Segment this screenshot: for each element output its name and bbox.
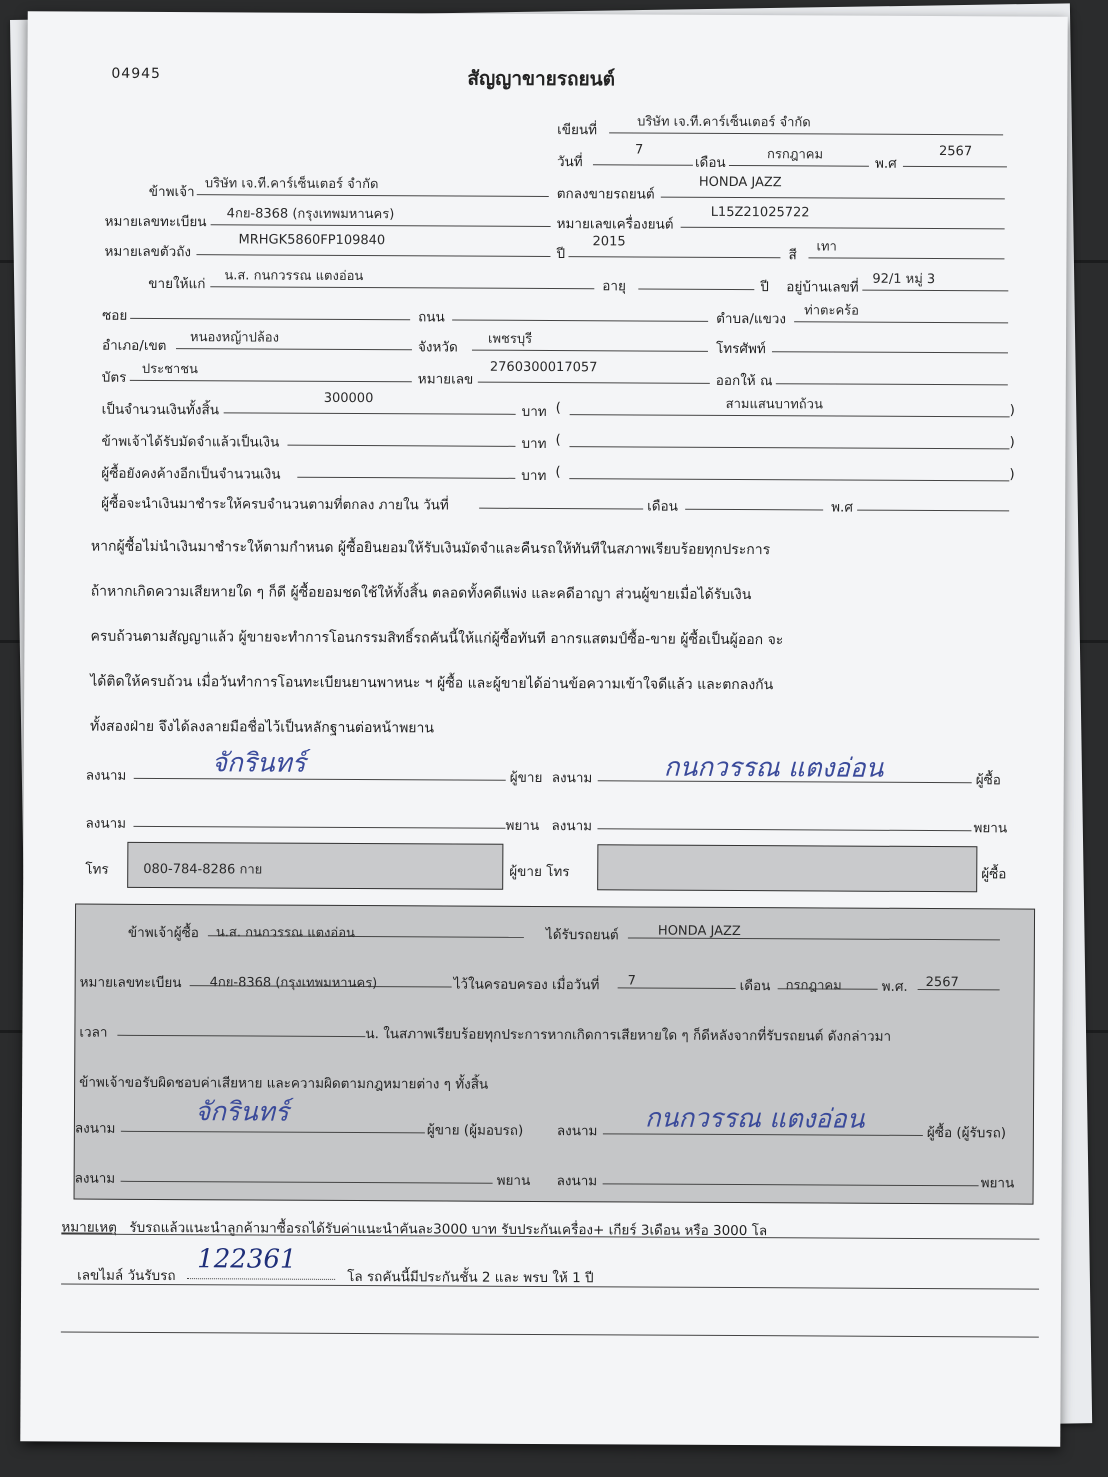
card-label: บัตร	[101, 369, 127, 386]
deposit-baht-label: บาท	[521, 435, 547, 453]
receipt-witness1-sign-line	[121, 1181, 493, 1184]
pay-month-line	[685, 509, 823, 511]
receipt-buyer-sign-label: ลงนาม	[556, 1123, 598, 1140]
receipt-year-label: พ.ศ.	[881, 978, 908, 995]
age-unit-label: ปี	[760, 279, 769, 296]
receipt-received-label: ได้รับรถยนต์	[545, 927, 619, 944]
pay-by-label: ผู้ซื้อจะนำเงินมาชำระให้ครบจำนวนตามที่ตกลง ภายใน วันที่	[101, 495, 449, 514]
plate-label: หมายเลขทะเบียน	[104, 213, 207, 231]
district-line	[176, 348, 412, 350]
chassis-line	[196, 254, 550, 257]
total-line	[224, 412, 516, 415]
terms-line: ทั้งสองฝ่าย จึงได้ลงลายมือชื่อไว้เป็นหลักฐานต่อหน้าพยาน	[89, 718, 435, 737]
buyer-phone-box	[597, 844, 977, 892]
witness2-sign-label: ลงนาม	[551, 818, 593, 835]
buyer-phone-role-label: ผู้ซื้อ	[981, 866, 1007, 883]
receipt-section	[74, 904, 1036, 1205]
id-number-value[interactable]: 2760300017057	[489, 359, 598, 376]
road-label: ถนน	[418, 309, 445, 326]
remaining-line	[297, 477, 515, 479]
soi-label: ซอย	[102, 307, 128, 324]
address-value[interactable]: 92/1 หมู่ 3	[872, 271, 936, 288]
receipt-day-value[interactable]: 7	[627, 973, 637, 989]
written-at-label: เขียนที่	[557, 122, 598, 139]
deposit-label: ข้าพเจ้าได้รับมัดจำแล้วเป็นเงิน	[101, 433, 280, 451]
buyer-role-label: ผู้ซื้อ	[975, 772, 1001, 789]
paren-open: (	[555, 464, 561, 481]
day-value[interactable]: 7	[634, 142, 644, 158]
color-label: สี	[788, 247, 797, 264]
color-value[interactable]: เทา	[816, 239, 837, 255]
seller-sign-label: ลงนาม	[85, 767, 127, 784]
paren-close: )	[1009, 402, 1015, 419]
seller-sign-line	[134, 778, 506, 781]
contract-sheet	[20, 11, 1067, 1446]
subdistrict-value[interactable]: ท่าตะคร้อ	[804, 303, 860, 319]
blank-note-line	[61, 1331, 1039, 1337]
mileage-line	[187, 1278, 335, 1280]
receipt-seller-signature: จักรินทร์	[194, 1097, 289, 1128]
model-year-line	[568, 256, 780, 258]
seller-phone-role-label: ผู้ขาย โทร	[509, 863, 570, 881]
month-label: เดือน	[694, 154, 726, 171]
remark-label: หมายเหตุ	[61, 1219, 118, 1236]
seller-line	[197, 194, 549, 197]
paren-open: (	[555, 432, 561, 449]
receipt-liability-text: ข้าพเจ้าขอรับผิดชอบค่าเสียหาย และความผิดตามกฎหมายต่าง ๆ ทั้งสิ้น	[79, 1074, 489, 1093]
receipt-seller-role-label: ผู้ขาย (ผู้มอบรถ)	[426, 1122, 524, 1139]
district-label: อำเภอ/เขต	[101, 337, 167, 355]
remaining-label: ผู้ซื้อยังคงค้างอีกเป็นจำนวนเงิน	[101, 465, 281, 483]
terms-line: ครบถ้วนตามสัญญาแล้ว ผู้ขายจะทำการโอนกรรมสิทธิ์รถคันนี้ให้แก่ผู้ซื้อทันที อากรแสตมป์ซื้อ-ขาย ผู้ซื้อเป็นผู้ออก จะ	[90, 628, 784, 649]
receipt-witness2-sign-line	[603, 1183, 979, 1186]
age-label: อายุ	[602, 278, 626, 295]
issued-line	[776, 383, 1008, 385]
paren-close: )	[1009, 466, 1015, 483]
card-type-value[interactable]: ประชาชน	[141, 361, 198, 378]
buyer-value[interactable]: น.ส. กนกวรรณ แตงอ่อน	[224, 268, 364, 285]
paren-close: )	[1009, 434, 1015, 451]
written-at-value[interactable]: บริษัท เจ.ที.คาร์เซ็นเตอร์ จำกัด	[637, 114, 811, 131]
engine-label: หมายเลขเครื่องยนต์	[556, 216, 674, 233]
card-line	[130, 380, 412, 382]
model-year-value[interactable]: 2015	[592, 234, 626, 250]
buyer-label: ขายให้แก่	[148, 275, 206, 293]
province-label: จังหวัด	[417, 339, 458, 356]
date-label: วันที่	[556, 154, 583, 171]
address-line	[862, 290, 1008, 292]
plate-line	[211, 224, 551, 227]
pay-year-line	[857, 510, 1009, 512]
receipt-witness1-role-label: พยาน	[496, 1172, 531, 1189]
receipt-car-value[interactable]: HONDA JAZZ	[657, 923, 741, 940]
witness2-role-label: พยาน	[973, 820, 1008, 837]
pay-day-line	[479, 508, 643, 510]
subdistrict-label: ตำบล/แขวง	[716, 310, 787, 328]
id-line	[478, 382, 710, 384]
receipt-witness2-sign-label: ลงนาม	[556, 1173, 598, 1190]
road-line	[452, 320, 708, 322]
deposit-words-line	[569, 446, 1009, 449]
year-label: พ.ศ	[874, 155, 897, 172]
receipt-time-label: เวลา	[79, 1024, 108, 1041]
receipt-condition-text: น. ในสภาพเรียบร้อยทุกประการหากเกิดการเสียหายใด ๆ ก็ดีหลังจากที่รับรถยนต์ ดังกล่าวมา	[365, 1026, 892, 1045]
receipt-buyer-role-label: ผู้ซื้อ (ผู้รับรถ)	[926, 1125, 1007, 1142]
witness1-sign-line	[133, 826, 505, 829]
car-line	[661, 197, 1005, 200]
seller-label: ข้าพเจ้า	[148, 183, 195, 201]
buyer-sign-label: ลงนาม	[551, 770, 593, 787]
document-number: 04945	[111, 65, 162, 82]
receipt-time-line	[117, 1035, 365, 1037]
mileage-label: เลขไมล์ วันรับรถ	[77, 1267, 176, 1285]
province-value[interactable]: เพชรบุรี	[488, 331, 533, 347]
year-value[interactable]: 2567	[938, 144, 973, 160]
soi-line	[130, 318, 410, 320]
total-label: เป็นจำนวนเงินทั้งสิ้น	[101, 401, 220, 419]
receipt-buyer-label: ข้าพเจ้าผู้ซื้อ	[127, 924, 199, 942]
chassis-value[interactable]: MRHGK5860FP109840	[238, 232, 386, 249]
day-line	[593, 164, 693, 166]
receipt-buyer-value[interactable]: น.ส. กนกวรรณ แตงอ่อน	[215, 925, 355, 942]
province-line	[472, 350, 708, 352]
witness1-role-label: พยาน	[505, 817, 540, 834]
seller-phone-value[interactable]: 080-784-8286 กาย	[143, 861, 263, 878]
receipt-month-label: เดือน	[739, 978, 771, 995]
terms-line: หากผู้ซื้อไม่นำเงินมาชำระให้ตามกำหนด ผู้ซื้อยินยอมให้รับเงินมัดจำและคืนรถให้ทันทีในสภาพเรียบร้อยทุกประการ	[90, 538, 771, 559]
receipt-seller-sign-label: ลงนาม	[74, 1120, 116, 1137]
total-words-line	[570, 414, 1010, 417]
deposit-line	[287, 445, 515, 447]
phone-line	[772, 351, 1008, 353]
remark-text: รับรถแล้วแนะนำลูกค้ามาซื้อรถได้รับค่าแนะนำคันละ3000 บาท รับประกันเครื่อง+ เกียร์ 3เดือน หรือ 3000 โล	[129, 1219, 768, 1240]
agree-label: ตกลงขายรถยนต์	[556, 186, 655, 203]
receipt-plate-value[interactable]: 4กย-8368 (กรุงเทพมหานคร)	[209, 975, 378, 992]
terms-line: ได้ติดให้ครบถ้วน เมื่อวันทำการโอนทะเบียนยานพาหนะ ฯ ผู้ซื้อ และผู้ขายได้อ่านข้อความเข้าใจดีแล้ว และตกลงกัน	[90, 673, 774, 694]
seller-value[interactable]: บริษัท เจ.ที.คาร์เซ็นเตอร์ จำกัด	[204, 176, 379, 193]
total-words-value[interactable]: สามแสนบาทถ้วน	[725, 396, 823, 413]
buyer-line	[210, 286, 594, 289]
engine-line	[681, 227, 1005, 230]
terms-line: ถ้าหากเกิดความเสียหายใด ๆ ก็ดี ผู้ซื้อยอมชดใช้ให้ทั้งสิ้น ตลอดทั้งคดีแพ่ง และคดีอาญา ส่วนผู้ขายเมื่อได้รับเงิน	[90, 583, 752, 604]
receipt-month-value[interactable]: กรกฎาคม	[785, 978, 842, 994]
receipt-year-value[interactable]: 2567	[925, 975, 959, 991]
witness2-sign-line	[597, 828, 971, 831]
total-value[interactable]: 300000	[323, 390, 374, 407]
age-line	[638, 288, 754, 290]
plate-value[interactable]: 4กย-8368 (กรุงเทพมหานคร)	[226, 206, 395, 223]
receipt-plate-label: หมายเลขทะเบียน	[79, 974, 182, 992]
remaining-baht-label: บาท	[521, 467, 547, 485]
subdistrict-line	[794, 321, 1008, 323]
id-label: หมายเลข	[417, 371, 474, 388]
model-year-label: ปี	[556, 246, 566, 263]
witness1-sign-label: ลงนาม	[85, 815, 127, 832]
document-title: สัญญาขายรถยนต์	[467, 67, 616, 91]
seller-signature: จักรินทร์	[211, 748, 306, 779]
color-line	[808, 257, 1004, 259]
pay-month-label: เดือน	[647, 498, 678, 515]
receipt-witness1-sign-label: ลงนาม	[74, 1170, 116, 1187]
seller-phone-label: โทร	[85, 861, 109, 878]
mileage-value[interactable]: 122361	[197, 1244, 297, 1275]
issued-label: ออกให้ ณ	[715, 372, 773, 390]
district-value[interactable]: หนองหญ้าปล้อง	[190, 330, 280, 346]
written-at-line	[609, 132, 1003, 135]
address-label: อยู่บ้านเลขที่	[786, 279, 859, 296]
pay-year-label: พ.ศ	[831, 499, 853, 516]
year-line	[903, 166, 1007, 168]
receipt-possess-label: ไว้ในครอบครอง เมื่อวันที่	[453, 976, 600, 994]
month-line	[729, 165, 869, 167]
buyer-signature: กนกวรรณ แตงอ่อน	[663, 752, 884, 784]
mileage-suffix-text: โล รถคันนี้มีประกันชั้น 2 และ พรบ ให้ 1 ปี	[347, 1268, 594, 1287]
chassis-label: หมายเลขตัวถัง	[104, 243, 192, 261]
engine-value[interactable]: L15Z21025722	[710, 204, 810, 221]
remaining-words-line	[569, 478, 1009, 481]
car-value[interactable]: HONDA JAZZ	[698, 174, 782, 191]
total-baht-label: บาท	[521, 403, 547, 421]
seller-role-label: ผู้ขาย	[509, 769, 543, 786]
phone-label: โทรศัพท์	[715, 340, 766, 358]
month-value[interactable]: กรกฎาคม	[766, 147, 824, 163]
paren-open: (	[555, 400, 562, 417]
receipt-witness2-role-label: พยาน	[980, 1175, 1015, 1192]
receipt-buyer-signature: กนกวรรณ แตงอ่อน	[644, 1103, 865, 1135]
